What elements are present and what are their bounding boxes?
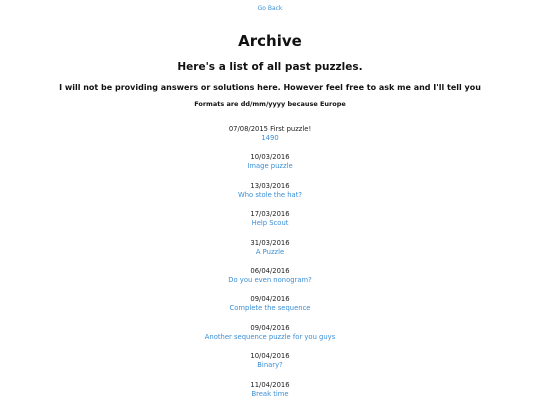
date-format-note: Formats are dd/mm/yyyy because Europe <box>194 100 346 108</box>
puzzle-link[interactable]: Break time <box>251 389 289 398</box>
puzzle-link[interactable]: Complete the sequence <box>229 304 311 313</box>
puzzle-date: 09/04/2016 <box>250 295 290 304</box>
puzzle-link[interactable]: Another sequence puzzle for you guys <box>204 332 336 341</box>
puzzle-entry <box>0 125 540 153</box>
puzzle-entry <box>0 239 540 267</box>
puzzle-link[interactable]: A Puzzle <box>255 247 285 256</box>
puzzle-date: 07/08/2015 First puzzle! <box>228 125 312 133</box>
puzzle-date: 17/03/2016 <box>250 210 290 219</box>
puzzle-date: 10/03/2016 <box>250 153 290 162</box>
puzzle-entry <box>0 324 540 352</box>
puzzle-list <box>0 125 540 409</box>
puzzle-link[interactable]: Who stole the hat? <box>237 190 302 199</box>
page-subtitle: Here's a list of all past puzzles. <box>177 61 363 73</box>
puzzle-date: 31/03/2016 <box>250 238 290 247</box>
puzzle-entry <box>0 295 540 323</box>
puzzle-link[interactable]: 1490 <box>261 134 279 142</box>
puzzle-entry <box>0 182 540 210</box>
puzzle-link[interactable]: Binary? <box>257 361 283 370</box>
solutions-notice: I will not be providing answers or solutions here. However feel free to ask me and I'll tell you <box>59 83 481 92</box>
go-back-link[interactable]: Go Back <box>257 5 283 12</box>
puzzle-entry <box>0 267 540 295</box>
puzzle-entry <box>0 210 540 238</box>
puzzle-date: 11/04/2016 <box>250 380 290 389</box>
puzzle-entry <box>0 153 540 181</box>
puzzle-date: 09/04/2016 <box>250 323 290 332</box>
puzzle-entry <box>0 352 540 380</box>
page-title: Archive <box>238 32 302 50</box>
puzzle-date: 13/03/2016 <box>250 181 290 190</box>
puzzle-date: 06/04/2016 <box>250 266 290 275</box>
puzzle-link[interactable]: Do you even nonogram? <box>228 275 312 284</box>
puzzle-link[interactable]: Help Scout <box>251 219 289 228</box>
puzzle-date: 10/04/2016 <box>250 352 290 361</box>
puzzle-link[interactable]: Image puzzle <box>247 162 293 171</box>
